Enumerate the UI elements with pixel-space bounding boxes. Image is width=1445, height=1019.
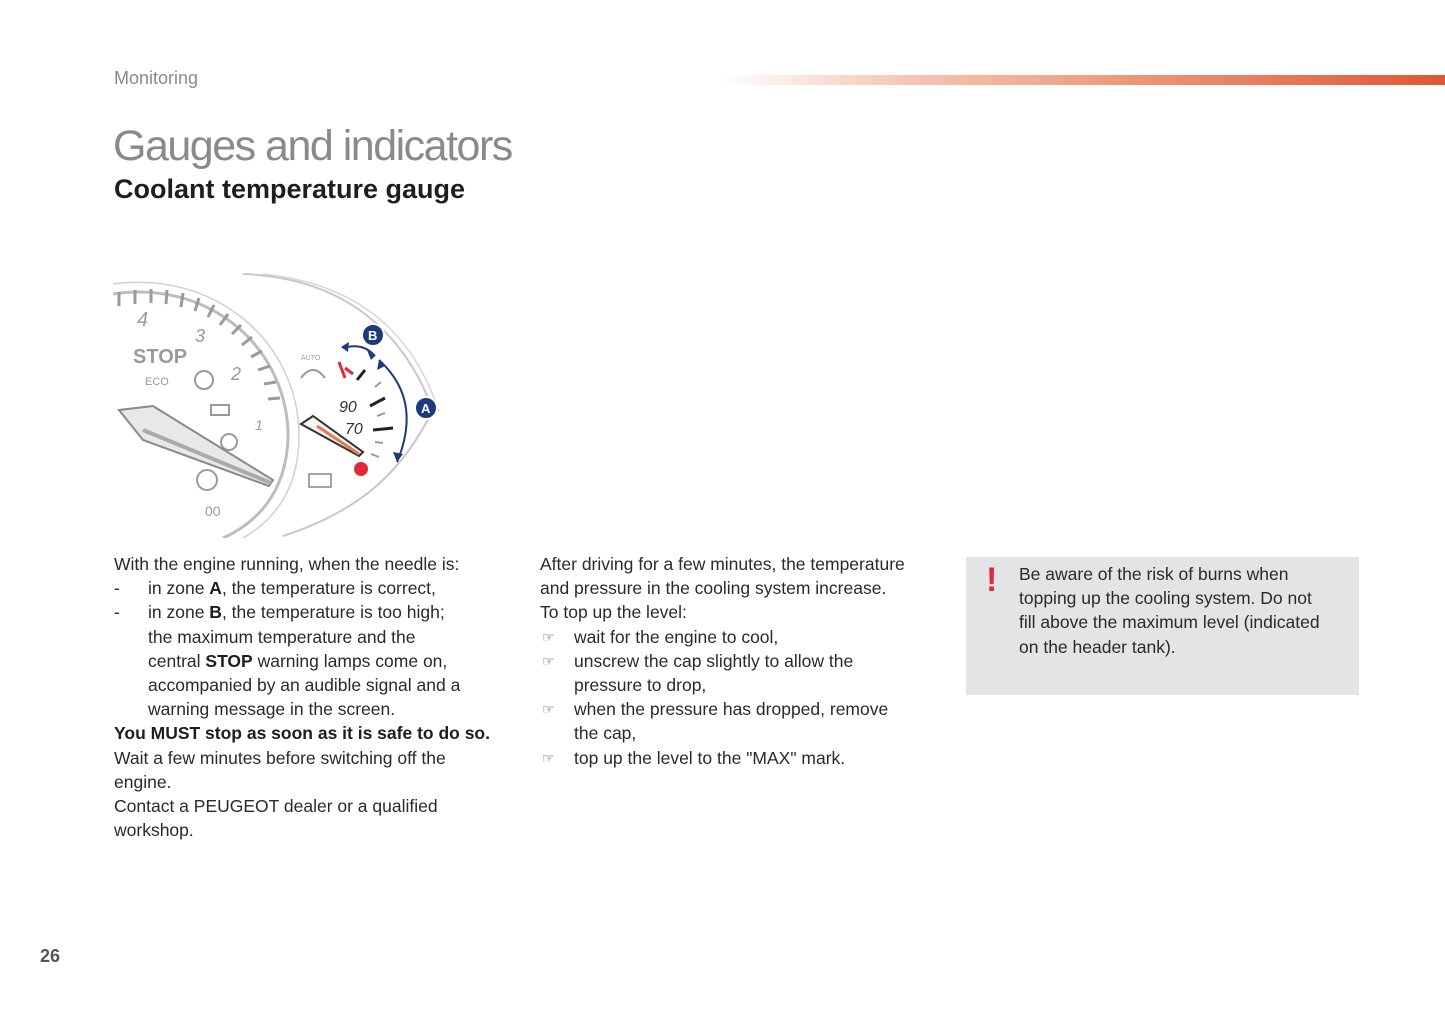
zone-b-detail-line: the maximum temperature and the xyxy=(148,626,416,647)
zone-b-detail-line: central STOP warning lamps come on, xyxy=(148,650,448,671)
engine-lamp-icon xyxy=(211,405,229,415)
parking-brake-icon xyxy=(197,470,217,490)
wait-text: Wait a few minutes before switching off the xyxy=(114,747,446,768)
contact-text: Contact a PEUGEOT dealer or a qualified xyxy=(114,796,438,817)
tacho-number-4: 4 xyxy=(137,309,149,331)
zone-b-label: B xyxy=(368,328,378,343)
hand-pointer-icon: ☞ xyxy=(542,701,555,718)
intro-text: With the engine running, when the needle is: xyxy=(114,554,460,574)
temp-mark-90: 90 xyxy=(339,399,357,416)
max-temp-warning-lamp xyxy=(354,462,368,476)
abs-lamp-icon xyxy=(195,371,213,389)
section-label: Monitoring xyxy=(114,68,199,88)
hand-pointer-icon: ☞ xyxy=(542,628,555,645)
engine-running-instructions xyxy=(114,552,524,842)
tacho-number-1: 1 xyxy=(255,417,263,433)
hand-pointer-icon: ☞ xyxy=(542,652,555,669)
list-item-zone-b: - in zone B, the temperature is too high; xyxy=(114,602,445,623)
odometer-digits: 00 xyxy=(205,503,221,519)
airbag-lamp-icon xyxy=(221,434,237,450)
zone-a-arc xyxy=(379,360,407,462)
step-item: ☞ top up the level to the "MAX" mark. xyxy=(540,746,940,770)
must-stop-notice: You MUST stop as soon as it is safe to do so. xyxy=(114,723,490,744)
stop-label: STOP xyxy=(133,346,188,368)
step-item: ☞ when the pressure has dropped, remove xyxy=(540,697,940,721)
battery-icon xyxy=(309,474,331,487)
coolant-warning-icon xyxy=(339,362,353,378)
tacho-number-3: 3 xyxy=(195,326,206,346)
coolant-gauge-illustration xyxy=(113,270,448,538)
temp-mark-70: 70 xyxy=(345,421,363,438)
page-subtitle: Coolant temperature gauge xyxy=(114,174,466,204)
eco-label: ECO xyxy=(145,376,169,388)
auto-wiper-label: AUTO xyxy=(301,355,321,362)
page-title: Gauges and indicators xyxy=(113,122,512,170)
warning-text: Be aware of the risk of burns when topping up the cooling system. Do not fill above the maximum level (indicated on the header tank). xyxy=(1019,564,1320,657)
zone-b-detail-line: accompanied by an audible signal and a xyxy=(148,675,461,696)
step-item: ☞ wait for the engine to cool, xyxy=(540,625,940,649)
wait-text: engine. xyxy=(114,771,172,792)
intro-text: After driving for a few minutes, the temperature xyxy=(540,554,905,574)
top-up-heading: To top up the level: xyxy=(540,602,687,623)
contact-text: workshop. xyxy=(114,820,194,841)
top-up-instructions: After driving for a few minutes, the temperature and pressure in the cooling system increase. To top up the level: ☞ wait for the engine to cool, ☞ unscrew the cap slightly to allow the pressure to drop, ☞ when the pressure has dropped, remove the cap, ☞ top up the level to the "MAX" mark. xyxy=(540,552,940,770)
hand-pointer-icon: ☞ xyxy=(542,749,555,766)
zone-a-label: A xyxy=(421,401,431,416)
burn-warning-box xyxy=(966,557,1359,695)
page-number: 26 xyxy=(40,946,61,966)
zone-b-detail-line: warning message in the screen. xyxy=(148,699,396,720)
wiper-icon xyxy=(301,370,325,378)
header-accent-bar xyxy=(720,75,1445,85)
tacho-number-2: 2 xyxy=(231,364,242,384)
intro-text: and pressure in the cooling system increase. xyxy=(540,578,887,599)
exclamation-icon: ! xyxy=(986,561,998,599)
step-item: ☞ unscrew the cap slightly to allow the xyxy=(540,649,940,673)
list-item-zone-a: - in zone A, the temperature is correct, xyxy=(114,578,436,599)
